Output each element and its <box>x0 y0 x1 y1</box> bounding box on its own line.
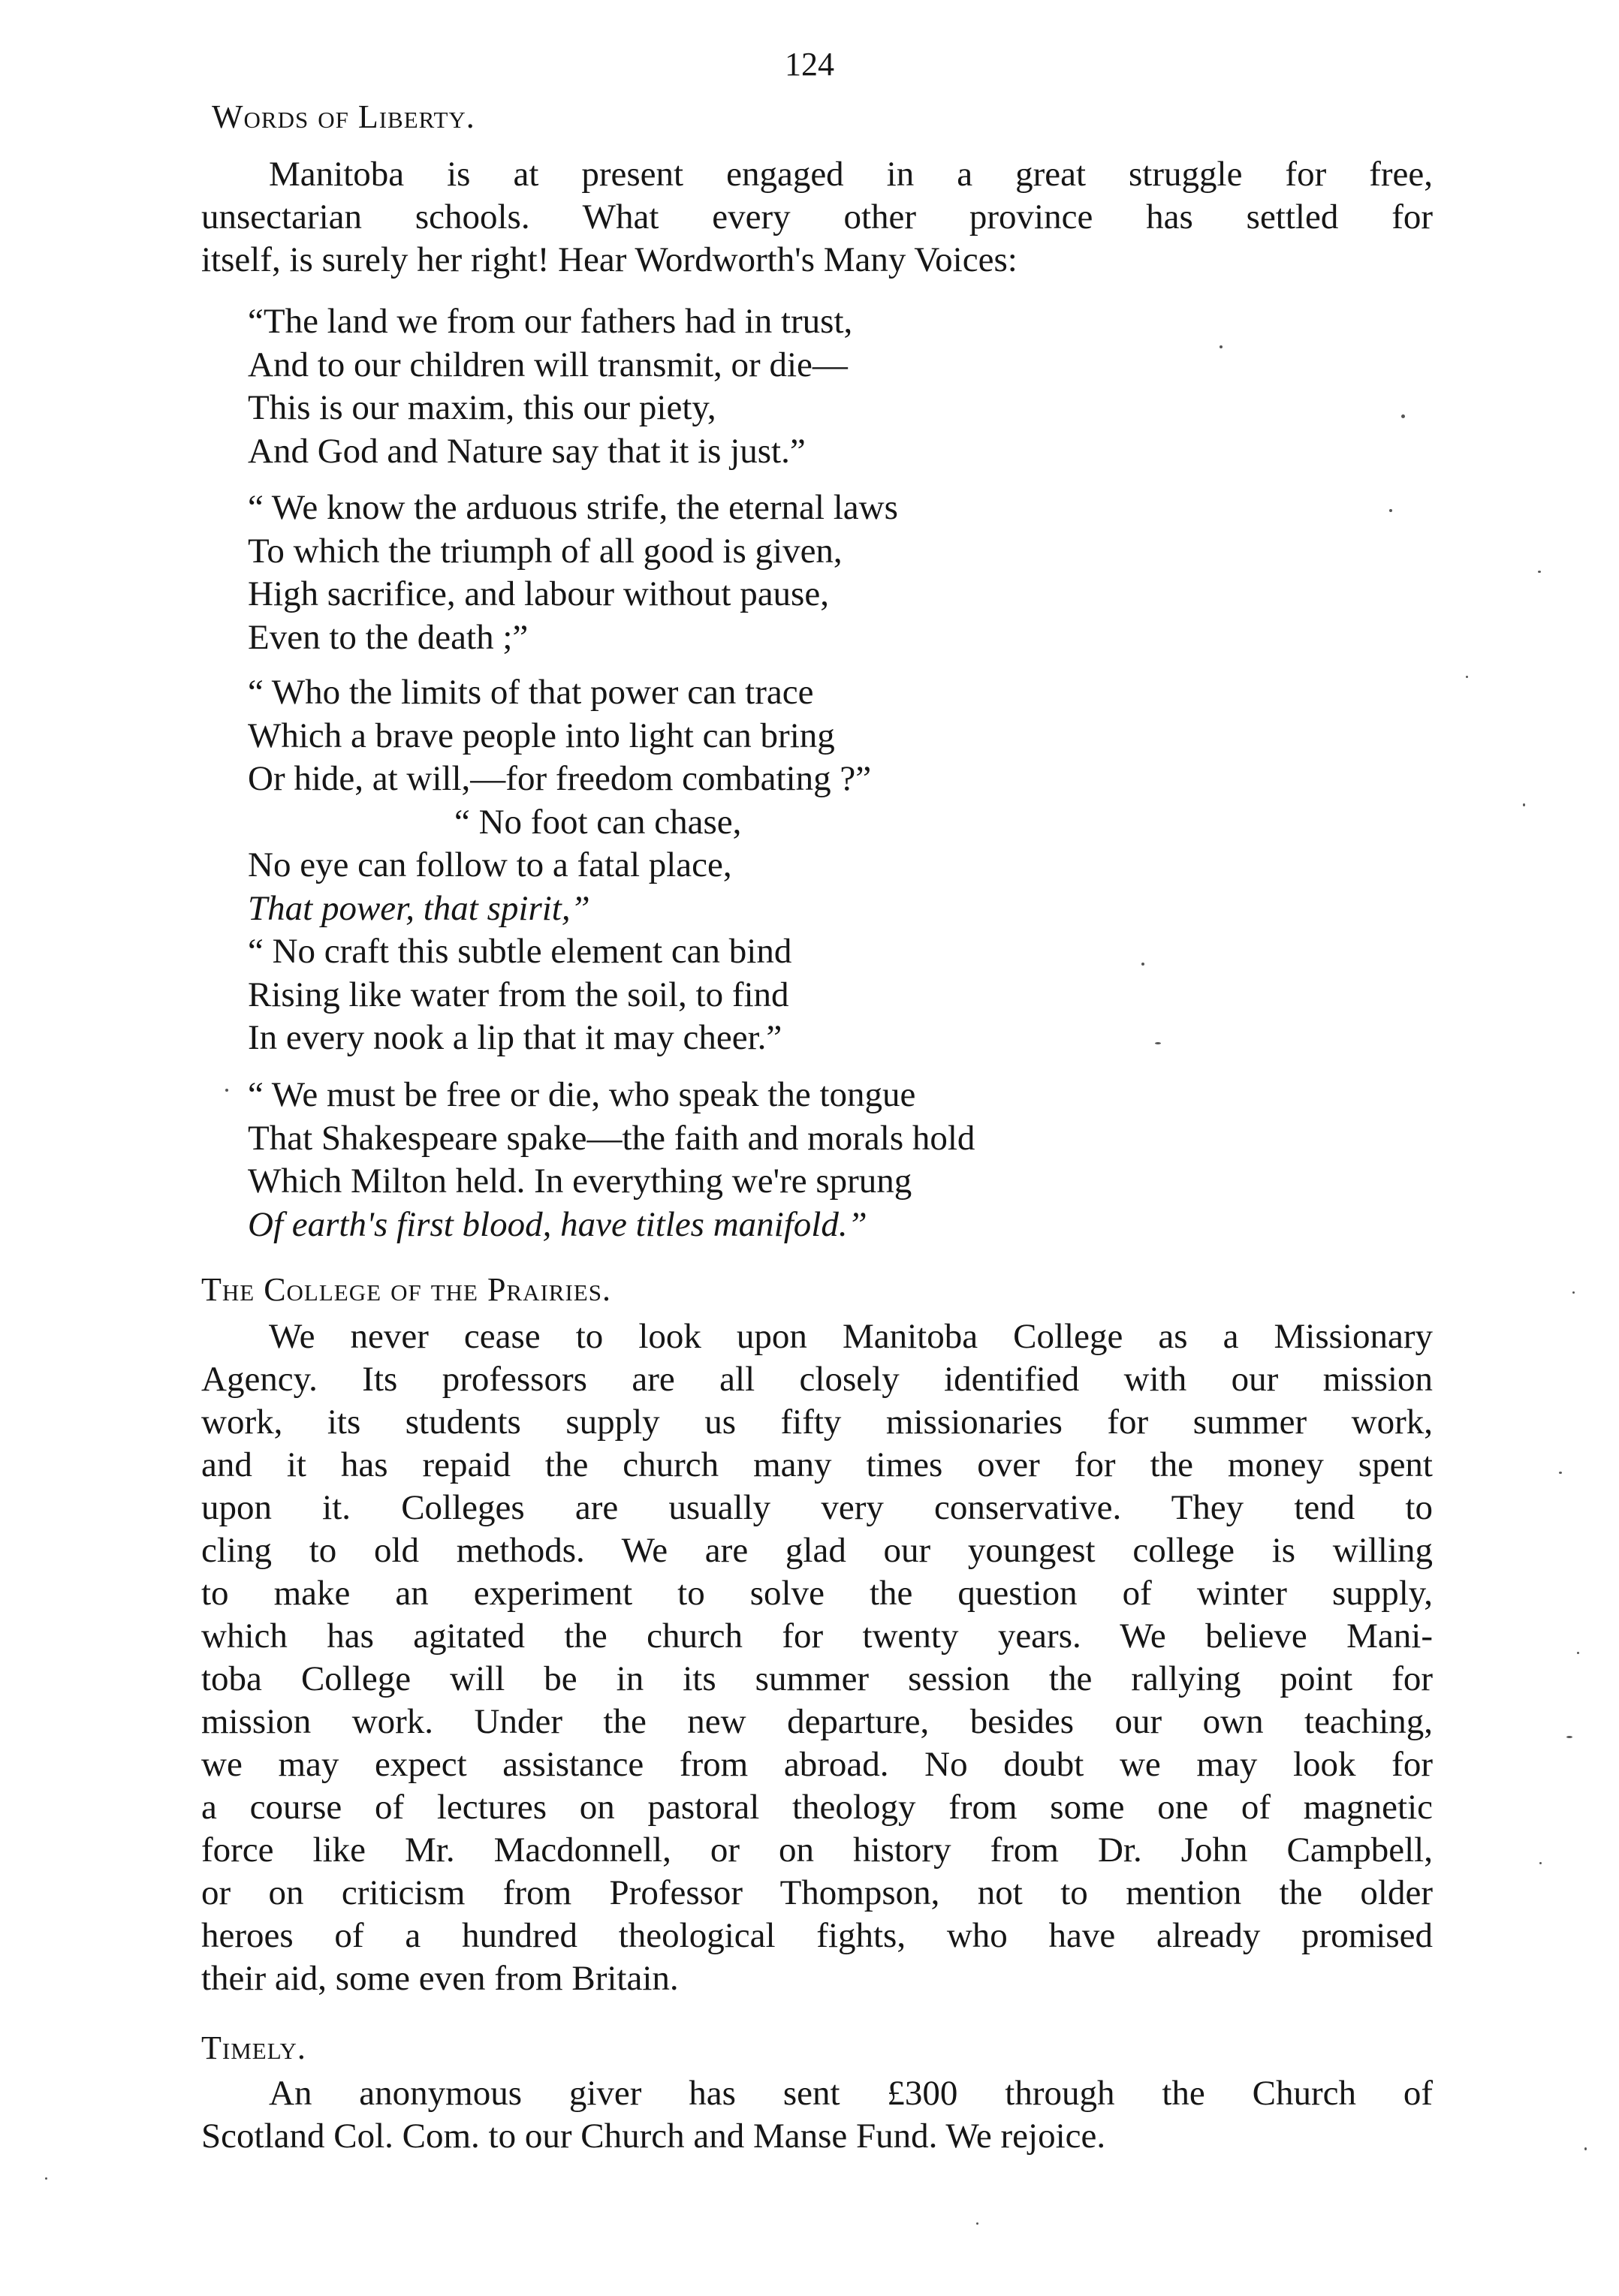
page-number: 124 <box>785 46 834 83</box>
scan-speck <box>1584 2147 1587 2150</box>
poem-line: Rising like water from the soil, to find <box>248 975 789 1014</box>
scan-speck <box>1577 1652 1579 1654</box>
paragraph-line: force like Mr. Macdonnell, or on history from Dr. John Campbell, <box>201 1830 1433 1870</box>
paragraph-line: a course of lectures on pastoral theology from some one of magnetic <box>201 1788 1433 1827</box>
paragraph-line: cling to old methods. We are glad our youngest college is willing <box>201 1531 1433 1570</box>
poem-line: “ No foot can chase, <box>454 802 742 842</box>
scan-speck <box>1401 414 1405 418</box>
poem-line: Of earth's first blood, have titles manifold.” <box>248 1204 867 1244</box>
scan-speck <box>45 2177 47 2180</box>
scan-speck <box>1141 963 1144 966</box>
paragraph-line: toba College will be in its summer session the rallying point for <box>201 1659 1433 1698</box>
section-heading-college-of-the-prairies: The College of the Prairies. <box>201 1271 611 1308</box>
poem-line: “ Who the limits of that power can trace <box>248 673 814 712</box>
paragraph-line: itself, is surely her right! Hear Wordworth's Many Voices: <box>201 240 1018 279</box>
poem-stanza-4 <box>248 1074 975 1246</box>
poem-line: “ We know the arduous strife, the eternal laws <box>248 488 898 527</box>
poem-stanza-3 <box>248 671 871 1060</box>
paragraph-line: upon it. Colleges are usually very conservative. They tend to <box>201 1488 1433 1527</box>
scan-speck <box>1539 1862 1542 1864</box>
poem-line: To which the triumph of all good is given, <box>248 531 843 571</box>
poem-line: This is our maxim, this our piety, <box>248 388 716 427</box>
paragraph-line: An anonymous giver has sent £300 through the Church of <box>269 2074 1433 2113</box>
paragraph-line: which has agitated the church for twenty years. We believe Mani- <box>201 1617 1433 1656</box>
poem-line: And to our children will transmit, or die— <box>248 345 848 384</box>
scan-speck <box>1220 345 1223 348</box>
poem-line: “ No craft this subtle element can bind <box>248 932 792 971</box>
paragraph-line: mission work. Under the new departure, besides our own teaching, <box>201 1702 1433 1741</box>
poem-line: Which a brave people into light can bring <box>248 716 835 755</box>
poem-line: Which Milton held. In everything we're sprung <box>248 1162 912 1201</box>
paragraph-manitoba-struggle <box>201 153 1433 282</box>
paragraph-line: to make an experiment to solve the question of winter supply, <box>201 1574 1433 1613</box>
scan-speck <box>1559 1472 1562 1474</box>
poem-line: That Shakespeare spake—the faith and morals hold <box>248 1118 975 1158</box>
scan-speck <box>1466 676 1468 678</box>
paragraph-line: we may expect assistance from abroad. No doubt we may look for <box>201 1745 1433 1784</box>
paragraph-manitoba-college <box>201 1315 1433 2000</box>
paragraph-line: or on criticism from Professor Thompson, not to mention the older <box>201 1873 1433 1912</box>
poem-line: “The land we from our fathers had in trust, <box>248 302 853 341</box>
scan-speck <box>976 2222 978 2225</box>
poem-line: “ We must be free or die, who speak the tongue <box>248 1075 916 1114</box>
paragraph-line: heroes of a hundred theological fights, who have already promised <box>201 1916 1433 1955</box>
paragraph-anonymous-giver <box>201 2072 1433 2158</box>
poem-line: That power, that spirit,” <box>248 888 590 928</box>
poem-line: High sacrifice, and labour without pause, <box>248 574 829 613</box>
scan-speck <box>225 1089 228 1092</box>
poem-line: And God and Nature say that it is just.” <box>248 431 806 471</box>
paragraph-line: Agency. Its professors are all closely identified with our mission <box>201 1360 1433 1399</box>
paragraph-line: unsectarian schools. What every other province has settled for <box>201 197 1433 237</box>
paragraph-line: Scotland Col. Com. to our Church and Manse Fund. We rejoice. <box>201 2117 1106 2156</box>
scan-speck <box>1572 1291 1575 1294</box>
poem-stanza-2 <box>248 487 898 659</box>
paragraph-line: We never cease to look upon Manitoba College as a Missionary <box>269 1317 1433 1356</box>
poem-line: Even to the death ;” <box>248 617 529 657</box>
scan-speck <box>1566 1736 1572 1738</box>
scan-speck <box>1523 803 1525 806</box>
scan-speck <box>1389 509 1392 512</box>
paragraph-line: their aid, some even from Britain. <box>201 1959 679 1998</box>
scan-speck <box>1538 571 1541 573</box>
paragraph-line: work, its students supply us fifty missionaries for summer work, <box>201 1403 1433 1442</box>
poem-line: In every nook a lip that it may cheer.” <box>248 1018 782 1057</box>
section-heading-timely: Timely. <box>201 2029 306 2066</box>
paragraph-line: Manitoba is at present engaged in a great struggle for free, <box>269 155 1433 194</box>
poem-line: Or hide, at will,—for freedom combating ?” <box>248 759 872 798</box>
scan-speck <box>1155 1042 1161 1044</box>
poem-stanza-1 <box>248 300 852 473</box>
poem-line: No eye can follow to a fatal place, <box>248 845 732 884</box>
paragraph-line: and it has repaid the church many times over for the money spent <box>201 1445 1433 1484</box>
section-heading-words-of-liberty: Words of Liberty. <box>212 98 475 135</box>
